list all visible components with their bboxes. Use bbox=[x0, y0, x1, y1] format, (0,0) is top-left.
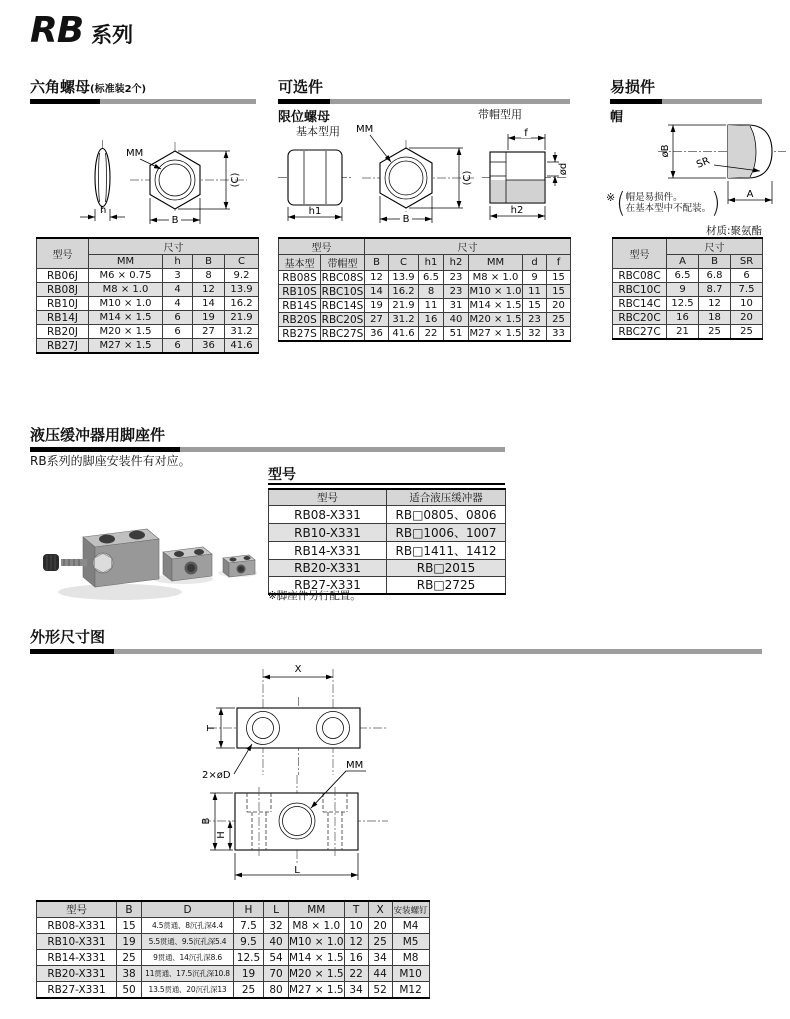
col-header: L bbox=[264, 901, 289, 918]
cell: 6 bbox=[163, 325, 193, 339]
cell: RB14-X331 bbox=[37, 950, 117, 966]
cell: 31.2 bbox=[225, 325, 259, 339]
cell: RBC10C bbox=[613, 283, 667, 297]
cell: 4 bbox=[163, 283, 193, 297]
cell: RB20J bbox=[37, 325, 89, 339]
table-row bbox=[269, 542, 506, 560]
cell: M8 bbox=[392, 950, 429, 966]
col-header-model: 型号 bbox=[37, 238, 89, 269]
cell: M14 × 1.5 bbox=[289, 951, 344, 964]
cell: 9 bbox=[667, 283, 699, 297]
cell: RB10-X331 bbox=[37, 934, 117, 950]
table-row bbox=[37, 966, 430, 982]
table-row bbox=[279, 285, 571, 299]
cell: 6 bbox=[163, 339, 193, 354]
table-row bbox=[37, 269, 259, 283]
cell: 9贯通、14沉孔深8.6 bbox=[142, 950, 234, 966]
cell: M27 × 1.5 bbox=[289, 982, 345, 999]
cell: M27 × 1.5 bbox=[89, 339, 163, 354]
cell: RB□1006、1007 bbox=[387, 524, 506, 542]
col-header-model: 型号 bbox=[279, 238, 365, 255]
cell: M27 × 1.5 bbox=[469, 328, 522, 339]
cell: 21.9 bbox=[225, 311, 259, 325]
cell: 20 bbox=[547, 299, 571, 313]
dim-label-f: f bbox=[524, 128, 528, 139]
cell: 9.2 bbox=[225, 269, 259, 283]
cell: RB08J bbox=[37, 283, 89, 297]
cell: 14 bbox=[193, 297, 225, 311]
cell: 10 bbox=[344, 918, 368, 934]
cell: RB20-X331 bbox=[269, 560, 387, 577]
dim-label-h2: h2 bbox=[510, 205, 524, 216]
section-optional bbox=[278, 76, 570, 104]
section-title bbox=[30, 626, 762, 647]
cell: 52 bbox=[368, 982, 392, 999]
section-title bbox=[30, 424, 505, 445]
title-rule bbox=[278, 99, 570, 104]
cell: 25 bbox=[234, 982, 264, 999]
outline-table bbox=[36, 900, 430, 999]
col-header-dim: 尺寸 bbox=[667, 238, 763, 255]
cell: 51 bbox=[444, 327, 469, 342]
hex-nut-table bbox=[36, 237, 259, 354]
cell: RBC14C bbox=[613, 297, 667, 311]
model-no-heading-rule bbox=[268, 483, 505, 485]
cell: 16.2 bbox=[225, 297, 259, 311]
cell: 10 bbox=[731, 297, 763, 311]
cell: 25 bbox=[117, 950, 142, 966]
cell: RB20S bbox=[279, 313, 321, 327]
cell: M8 × 1.0 bbox=[289, 918, 345, 934]
section-title-text: 外形尺寸图 bbox=[30, 628, 106, 646]
cell: RBC08C bbox=[613, 269, 667, 283]
cell: 23 bbox=[444, 285, 469, 299]
cell: 34 bbox=[344, 982, 368, 999]
foot-subtitle: RB系列的脚座安装件有对应。 bbox=[30, 454, 191, 468]
table-row bbox=[613, 325, 763, 340]
cell: RB□1411、1412 bbox=[387, 542, 506, 560]
cell: RB20-X331 bbox=[37, 966, 117, 982]
col-header: B bbox=[117, 901, 142, 918]
cell: 19 bbox=[234, 966, 264, 982]
section-title-text: 六角螺母 bbox=[30, 78, 91, 96]
cell: 6 bbox=[163, 311, 193, 325]
cell: 19 bbox=[193, 311, 225, 325]
dim-label-od: ød bbox=[558, 162, 569, 176]
hex-nut-diagram bbox=[30, 112, 258, 234]
cell: 36 bbox=[365, 327, 389, 342]
table-row bbox=[37, 339, 259, 354]
dim-label-h: H bbox=[216, 831, 227, 839]
section-wear bbox=[610, 76, 762, 104]
cell: 15 bbox=[547, 285, 571, 299]
dim-label-sr: SR bbox=[695, 155, 712, 171]
dim-label-b: B bbox=[402, 214, 410, 225]
cell: 33 bbox=[547, 327, 571, 342]
cell: RB08-X331 bbox=[269, 506, 387, 524]
cell: RB□0805、0806 bbox=[387, 506, 506, 524]
table-row bbox=[37, 950, 430, 966]
cell: RBC20C bbox=[613, 311, 667, 325]
cell: 40 bbox=[444, 313, 469, 327]
title-rule bbox=[610, 99, 762, 104]
table-row bbox=[613, 269, 763, 283]
section-hex-nut bbox=[30, 76, 256, 104]
cell: RB08-X331 bbox=[37, 918, 117, 934]
col-header: A bbox=[667, 255, 699, 269]
section-title-text: 可选件 bbox=[278, 78, 324, 96]
cell: 6 bbox=[731, 269, 763, 283]
foot-note: ※脚座件另行配置。 bbox=[268, 590, 361, 602]
cell: 9 bbox=[523, 271, 547, 285]
section-title-text: 液压缓冲器用脚座件 bbox=[30, 426, 166, 444]
table-row bbox=[279, 299, 571, 313]
cell: 13.9 bbox=[225, 283, 259, 297]
cell: RB27-X331 bbox=[37, 982, 117, 999]
section-title bbox=[278, 76, 570, 97]
col-header: MM bbox=[89, 255, 163, 269]
cell: 13.9 bbox=[389, 271, 419, 285]
cell: M20 × 1.5 bbox=[469, 314, 522, 325]
cell: 7.5 bbox=[234, 918, 264, 934]
cell: 21.9 bbox=[389, 299, 419, 313]
optional-diagram bbox=[278, 118, 570, 236]
cell: RB14S bbox=[279, 299, 321, 313]
cell: 21 bbox=[667, 325, 699, 340]
cell: RBC20S bbox=[321, 313, 364, 326]
cell: 32 bbox=[264, 918, 289, 934]
table-row bbox=[279, 271, 571, 285]
cell: 22 bbox=[344, 966, 368, 982]
dim-label-x: X bbox=[294, 664, 302, 675]
dim-label-b: B bbox=[171, 215, 179, 226]
cell: M8 × 1.0 bbox=[469, 271, 523, 285]
cell: RBC27C bbox=[613, 325, 667, 340]
page-title-series: 系列 bbox=[91, 23, 134, 47]
col-header: 基本型 bbox=[279, 255, 321, 271]
cell: RB□2725 bbox=[387, 577, 506, 595]
cell: M20 × 1.5 bbox=[289, 967, 344, 980]
col-header-model: 型号 bbox=[613, 238, 667, 269]
title-rule bbox=[30, 99, 256, 104]
note-line2: 在基本型中不配装。 bbox=[625, 203, 712, 214]
cap-type-label: 带帽型用 bbox=[478, 108, 522, 121]
table-row bbox=[613, 283, 763, 297]
basic-type-label: 基本型用 bbox=[296, 125, 340, 138]
cell: 4.5贯通、8沉孔深4.4 bbox=[142, 918, 234, 934]
cell: M5 bbox=[392, 934, 429, 950]
col-header: D bbox=[142, 901, 234, 918]
cell: 25 bbox=[731, 325, 763, 340]
note-mark: ※ bbox=[606, 191, 616, 204]
cell: 14 bbox=[365, 285, 389, 299]
cell: 11 bbox=[419, 299, 444, 313]
cell: 38 bbox=[117, 966, 142, 982]
note-line1: 帽是易损件。 bbox=[625, 192, 683, 203]
dim-label-h1: h1 bbox=[308, 206, 322, 217]
paren-open: ( bbox=[616, 186, 626, 219]
cell: 16 bbox=[667, 311, 699, 325]
cell: M10 × 1.0 bbox=[89, 297, 163, 311]
col-header: C bbox=[389, 255, 419, 271]
cell: 19 bbox=[365, 299, 389, 313]
col-header: MM bbox=[289, 901, 345, 918]
cell: 41.6 bbox=[225, 339, 259, 354]
table-row bbox=[269, 560, 506, 577]
cell: 12 bbox=[344, 934, 368, 950]
col-header: h1 bbox=[419, 255, 444, 271]
cell: 19 bbox=[117, 934, 142, 950]
col-header: f bbox=[547, 255, 571, 271]
cell: 16.2 bbox=[389, 285, 419, 299]
cell: 70 bbox=[264, 966, 289, 982]
dim-label-c: (C) bbox=[230, 172, 241, 188]
cell: 8 bbox=[419, 285, 444, 299]
cell: 36 bbox=[193, 339, 225, 354]
cell: RB10-X331 bbox=[269, 524, 387, 542]
cell: 9.5 bbox=[234, 934, 264, 950]
page-title-model: RB bbox=[30, 10, 84, 51]
wear-table bbox=[612, 237, 763, 340]
dim-label-h: h bbox=[100, 205, 107, 216]
col-header: SR bbox=[731, 255, 763, 269]
cell: 12 bbox=[193, 283, 225, 297]
cell: 15 bbox=[547, 271, 571, 285]
col-header: B bbox=[193, 255, 225, 269]
section-title bbox=[30, 76, 256, 97]
cell: M10 × 1.0 bbox=[469, 286, 522, 297]
foot-mount-photo bbox=[35, 497, 257, 617]
cell: M4 bbox=[392, 918, 429, 934]
cell: 44 bbox=[368, 966, 392, 982]
cell: RB□2015 bbox=[387, 560, 506, 577]
col-header: d bbox=[523, 255, 547, 271]
cell: RB14-X331 bbox=[269, 542, 387, 560]
outline-drawing bbox=[150, 645, 470, 893]
cell: 50 bbox=[117, 982, 142, 999]
table-row bbox=[37, 297, 259, 311]
wear-note bbox=[606, 186, 721, 219]
cell: M10 × 1.0 bbox=[289, 935, 344, 948]
cell: RB27S bbox=[279, 327, 321, 342]
col-header: 安装螺钉 bbox=[392, 901, 429, 918]
cell: M12 bbox=[392, 982, 429, 999]
col-header: 带帽型 bbox=[321, 255, 365, 271]
dim-label-mm: MM bbox=[346, 760, 364, 771]
cell: 6.5 bbox=[419, 271, 444, 285]
cell: 12 bbox=[365, 271, 389, 285]
cell: RBC10S bbox=[321, 285, 364, 298]
cell: 31 bbox=[444, 299, 469, 313]
cell: RB27-X331 bbox=[269, 577, 387, 595]
section-title bbox=[610, 76, 762, 97]
cell: 25 bbox=[547, 313, 571, 327]
cell: M14 × 1.5 bbox=[469, 300, 522, 311]
table-row bbox=[279, 313, 571, 327]
cell: 12.5 bbox=[667, 297, 699, 311]
dim-label-l: L bbox=[294, 865, 300, 876]
cell: 80 bbox=[264, 982, 289, 999]
cell: 3 bbox=[163, 269, 193, 283]
col-header-fit: 适合液压缓冲器 bbox=[387, 489, 506, 506]
col-header: H bbox=[234, 901, 264, 918]
cell: 12 bbox=[699, 297, 731, 311]
cell: 6.5 bbox=[667, 269, 699, 283]
cell: 5.5贯通、9.5沉孔深5.4 bbox=[142, 934, 234, 950]
cell: 15 bbox=[117, 918, 142, 934]
cell: M20 × 1.5 bbox=[89, 325, 163, 339]
optional-table bbox=[278, 237, 571, 342]
col-header-model: 型号 bbox=[269, 489, 387, 506]
material-note: 材质:聚氨酯 bbox=[705, 225, 762, 237]
stop-nut-label: 限位螺母 bbox=[278, 110, 331, 125]
cell: 23 bbox=[444, 271, 469, 285]
dim-label-mm: MM bbox=[356, 124, 374, 135]
cell: 8.7 bbox=[699, 283, 731, 297]
cell: RB27J bbox=[37, 339, 89, 354]
table-row bbox=[37, 918, 430, 934]
dim-label-a: A bbox=[746, 189, 754, 200]
cell: 41.6 bbox=[389, 327, 419, 342]
cell: 7.5 bbox=[731, 283, 763, 297]
cell: RB10S bbox=[279, 285, 321, 299]
cell: 32 bbox=[523, 327, 547, 342]
section-title-text: 易损件 bbox=[610, 78, 656, 96]
col-header: h bbox=[163, 255, 193, 269]
cell: 20 bbox=[368, 918, 392, 934]
cell: 54 bbox=[264, 950, 289, 966]
col-header-dim: 尺寸 bbox=[365, 238, 571, 255]
cell: M14 × 1.5 bbox=[89, 311, 163, 325]
dim-label-2xod: 2×øD bbox=[202, 770, 231, 781]
table-row bbox=[37, 982, 430, 999]
dim-label-b: B bbox=[201, 817, 212, 825]
cell: RB14J bbox=[37, 311, 89, 325]
cell: 31.2 bbox=[389, 313, 419, 327]
cap-label: 帽 bbox=[610, 110, 624, 125]
table-row bbox=[613, 311, 763, 325]
cell: RBC08S bbox=[321, 271, 364, 284]
table-row bbox=[613, 297, 763, 311]
table-row bbox=[269, 506, 506, 524]
note-text bbox=[626, 192, 712, 214]
dim-label-t: T bbox=[206, 724, 217, 732]
cell: 18 bbox=[699, 311, 731, 325]
col-header: MM bbox=[469, 255, 523, 271]
cell: RB08S bbox=[279, 271, 321, 285]
cell: 4 bbox=[163, 297, 193, 311]
cell: M10 bbox=[392, 966, 429, 982]
table-row bbox=[269, 524, 506, 542]
table-row bbox=[37, 311, 259, 325]
cell: RB10J bbox=[37, 297, 89, 311]
cell: 20 bbox=[731, 311, 763, 325]
col-header: B bbox=[699, 255, 731, 269]
dim-label-ob: øB bbox=[660, 144, 671, 158]
cell: 25 bbox=[368, 934, 392, 950]
cell: 11贯通、17.5沉孔深10.8 bbox=[142, 966, 234, 982]
section-foot bbox=[30, 424, 505, 452]
cell: 16 bbox=[419, 313, 444, 327]
cell: 16 bbox=[344, 950, 368, 966]
cell: 13.5贯通、20沉孔深13 bbox=[142, 982, 234, 999]
cell: RBC14S bbox=[321, 299, 364, 312]
cell: 8 bbox=[193, 269, 225, 283]
dim-label-c: (C) bbox=[462, 170, 473, 186]
cell: 6.8 bbox=[699, 269, 731, 283]
col-header: X bbox=[368, 901, 392, 918]
cell: 15 bbox=[523, 299, 547, 313]
cell: 25 bbox=[699, 325, 731, 340]
section-title-note: (标准装2个) bbox=[90, 84, 147, 95]
cell: 23 bbox=[523, 313, 547, 327]
cell: RBC27S bbox=[321, 327, 364, 340]
table-row bbox=[37, 325, 259, 339]
foot-mount-table bbox=[268, 488, 506, 595]
table-row bbox=[279, 327, 571, 342]
page-title bbox=[30, 10, 133, 51]
model-no-heading: 型号 bbox=[268, 467, 296, 483]
col-header: 型号 bbox=[37, 901, 117, 918]
cell: 11 bbox=[523, 285, 547, 299]
cell: RB06J bbox=[37, 269, 89, 283]
cell: 27 bbox=[193, 325, 225, 339]
cell: M8 × 1.0 bbox=[89, 283, 163, 297]
col-header: B bbox=[365, 255, 389, 271]
table-row bbox=[37, 934, 430, 950]
col-header-dim: 尺寸 bbox=[89, 238, 259, 255]
cell: 27 bbox=[365, 313, 389, 327]
table-row bbox=[37, 283, 259, 297]
col-header: h2 bbox=[444, 255, 469, 271]
paren-close: ) bbox=[711, 186, 721, 219]
dim-label-mm: MM bbox=[126, 148, 144, 159]
col-header: T bbox=[344, 901, 368, 918]
cell: 40 bbox=[264, 934, 289, 950]
cell: 22 bbox=[419, 327, 444, 342]
cell: M6 × 0.75 bbox=[89, 269, 163, 283]
cell: 34 bbox=[368, 950, 392, 966]
cell: 12.5 bbox=[234, 950, 264, 966]
col-header: C bbox=[225, 255, 259, 269]
